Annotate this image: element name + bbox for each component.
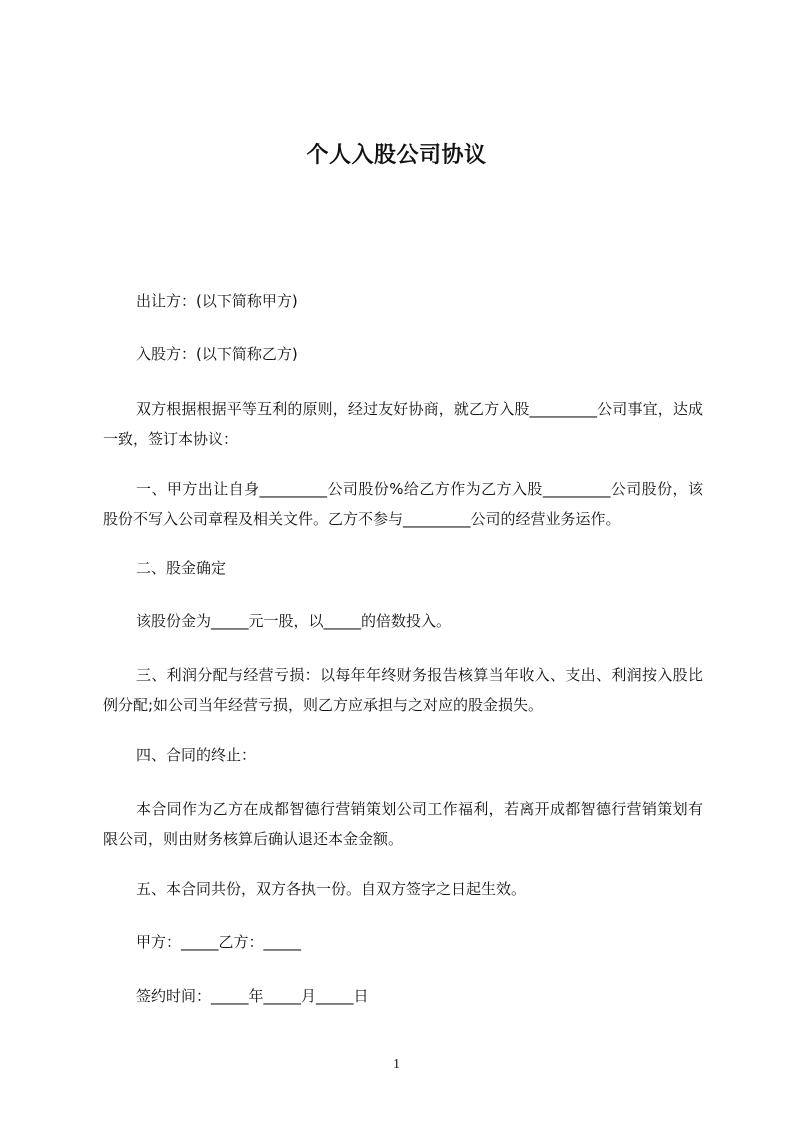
- paragraph-clause-4-heading: 四、合同的终止：: [136, 746, 257, 764]
- paragraph-preamble: 双方根据根据平等互利的原则，经过友好协商，就乙方入股_________公司事宜，达成一致，签订本协议：: [103, 400, 703, 448]
- paragraph-transferor: 出让方：(以下简称甲方): [136, 292, 298, 310]
- paragraph-sign-date: 签约时间：_____年_____月_____日: [136, 987, 369, 1005]
- page-number: 1: [393, 1057, 400, 1072]
- paragraph-clause-2-heading: 二、股金确定: [136, 559, 227, 577]
- paragraph-investor: 入股方：(以下简称乙方): [136, 345, 298, 363]
- paragraph-signatures: 甲方：_____乙方：_____: [136, 933, 302, 951]
- paragraph-share-price: 该股份金为_____元一股，以_____的倍数投入。: [136, 612, 452, 630]
- paragraph-clause-3: 三、利润分配与经营亏损：以每年年终财务报告核算当年收入、支出、利润按入股比例分配;如公司当年经营亏损，则乙方应承担与之对应的股金损失。: [103, 666, 703, 714]
- paragraph-clause-1: 一、甲方出让自身_________公司股份%给乙方作为乙方入股_________公司股份，该股份不写入公司章程及相关文件。乙方不参与_________公司的经营业务运作。: [103, 480, 703, 528]
- document-title: 个人入股公司协议: [306, 143, 487, 168]
- paragraph-clause-5: 五、本合同共份，双方各执一份。自双方签字之日起生效。: [136, 880, 527, 898]
- paragraph-termination: 本合同作为乙方在成都智德行营销策划公司工作福利，若离开成都智德行营销策划有限公司，则由财务核算后确认退还本金金额。: [103, 800, 703, 848]
